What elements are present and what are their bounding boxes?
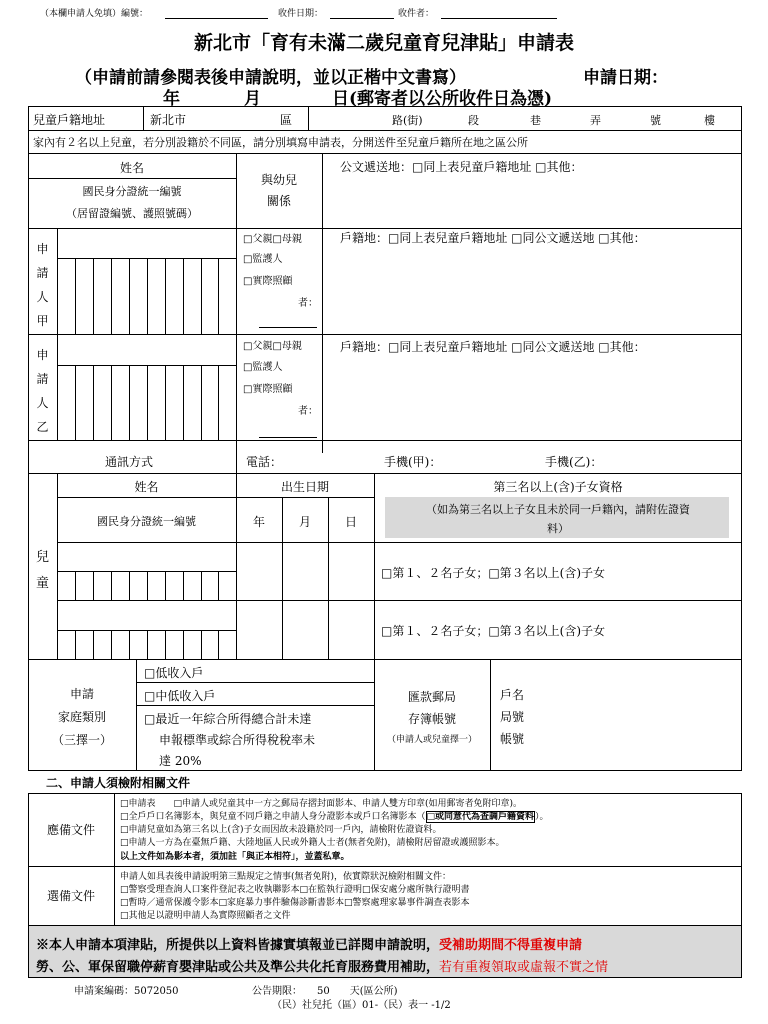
household-a[interactable]: 戶籍地：□同上表兒童戶籍地址 □同公文遞送地 □其他： [340,231,646,245]
account-branch[interactable]: 局號 [500,710,525,724]
b-rel-caregiver-suffix: 者： [298,406,318,417]
receiver-label: 收件者： [398,9,435,19]
b-rel-line[interactable] [259,437,317,438]
mobile-a-field[interactable]: 手機(甲)： [384,455,442,469]
declaration-line-2: 勞、公、軍保留職停薪育嬰津貼或公共及準公共化托育服務費用補助，若有重複領取或虛報不實之情 [36,960,609,975]
notice-period: 公告期限： 50 天(區公所) [252,986,398,997]
declaration-line-1: ※本人申請本項津貼，所提供以上資料皆據實填報並已詳閱申請說明，受補助期間不得重複申請 [36,938,583,953]
third-child-note-1: （如為第三名以上子女且未於同一戶籍內，請附佐證資 [426,503,690,516]
required-doc-2[interactable]: □全戶戶口名簿影本，與兒童不同戶籍之申請人身分證影本或戶口名簿影本（□或同意代為查調戶籍資料）。 [120,812,549,822]
received-date-line[interactable] [330,18,394,19]
family-income-3: 達 20% [159,754,202,768]
applicant-b-label: 申 請 人 乙 [36,348,49,434]
address-district: 區 [280,113,293,127]
required-doc-4[interactable]: □申請人一方為在臺無戶籍、大陸地區人民或外籍人士者(無者免附)，請檢附居留證或護照影本。 [120,838,505,848]
apply-month: 月 [244,89,261,109]
child-year-header: 年 [252,515,265,529]
b-rel-parent[interactable]: □父親□母親 [243,341,302,352]
a-rel-guardian[interactable]: □監護人 [243,254,283,265]
mobile-b-field[interactable]: 手機(乙)： [545,455,603,469]
receiver-line[interactable] [441,18,557,19]
relation-header-2: 關係 [266,194,291,208]
relation-header-1: 與幼兒 [260,173,297,187]
third-child-note-2: 料） [547,522,569,535]
applicant-id-header: 國民身分證統一編號 [82,185,182,198]
a-rel-caregiver[interactable]: □實際照顧 [243,276,293,287]
address-road: 路(街) [392,114,423,127]
third-child-title: 第三名以上(含)子女資格 [493,480,623,494]
account-name[interactable]: 戶名 [500,688,525,702]
family-mid-low-income[interactable]: □中低收入戶 [144,689,216,703]
case-code: 申請案編碼：5072050 [74,986,179,997]
bank-label-3: （申請人或兒童擇一） [386,735,477,745]
bank-label-1: 匯款郵局 [407,690,456,704]
a-rel-caregiver-suffix: 者： [298,298,318,309]
received-date-label: 收件日期： [278,9,324,19]
form-title: 新北市「育有未滿二歲兒童育兒津貼」申請表 [193,32,574,54]
applicant-id-note: （居留證編號、護照號碼） [66,207,198,220]
family-label-3: （三擇一） [51,733,112,747]
optional-doc-3[interactable]: □暫時／通常保護令影本□家庭暴力事件驗傷診斷書影本□警察處理家暴事件調查表影本 [120,898,470,908]
household-b[interactable]: 戶籍地：□同上表兒童戶籍地址 □同公文遞送地 □其他： [340,340,646,354]
family-income-1[interactable]: □最近一年綜合所得總合計未達 [144,712,312,726]
office-note: （本欄申請人免填）編號： [40,9,149,19]
phone-field[interactable]: 電話： [246,455,283,469]
child-label: 兒 童 [35,550,49,591]
required-docs-label: 應備文件 [46,823,95,837]
contact-label: 通訊方式 [105,455,154,469]
a-rel-parent[interactable]: □父親□母親 [243,234,302,245]
optional-doc-2[interactable]: □警察受理查詢人口案件登記表之收執聯影本□在監執行證明□保安處分處所執行證明書 [120,885,470,895]
child-1-order[interactable]: □第１、２名子女；□第３名以上(含)子女 [381,566,606,580]
child-day-header: 日 [344,515,357,529]
child-birth-header: 出生日期 [280,480,329,494]
form-number: （民）社兒托（區）01-（民）表一 -1/2 [272,1000,451,1011]
applicant-a-label: 申 請 人 甲 [36,242,49,328]
address-floor: 樓 [704,114,715,127]
child-name-header: 姓名 [134,480,159,494]
family-label-1: 申請 [69,687,94,701]
required-doc-note: 以上文件如為影本者，須加註「與正本相符」，並蓋私章。 [120,852,350,862]
apply-year: 年 [163,89,180,109]
apply-day-note: 日(郵寄者以公所收件日為憑) [332,89,553,109]
b-rel-caregiver[interactable]: □實際照顧 [243,384,293,395]
mail-address[interactable]: 公文遞送地：□同上表兒童戶籍地址 □其他： [340,160,583,174]
docs-section-title: 二、申請人須檢附相關文件 [46,776,191,790]
apply-date-label: 申請日期： [583,68,668,88]
optional-docs-label: 選備文件 [46,889,95,903]
required-doc-3[interactable]: □申請兒童如為第三名以上(含)子女而因故未設籍於同一戶內，請檢附佐證資料。 [120,825,442,835]
case-number-line[interactable] [165,18,268,19]
address-label: 兒童戶籍地址 [33,113,106,127]
address-number: 號 [650,114,661,127]
address-alley: 弄 [590,114,601,127]
required-doc-1[interactable]: □申請表 □申請人或兒童其中一方之郵局存摺封面影本、申請人雙方印章(如用郵寄者免附印章)。 [120,799,523,809]
form-subtitle: （申請前請參閱表後申請說明，並以正楷中文書寫） [75,68,466,88]
optional-doc-4[interactable]: □其他足以證明申請人為實際照顧者之文件 [120,911,291,921]
family-low-income[interactable]: □低收入戶 [144,666,204,680]
applicant-name-header: 姓名 [119,161,144,175]
child-month-header: 月 [298,515,311,529]
account-number[interactable]: 帳號 [500,732,525,746]
b-rel-guardian[interactable]: □監護人 [243,362,283,373]
a-rel-line[interactable] [259,327,317,328]
address-section: 段 [468,114,479,127]
address-note: 家內有２名以上兒童，若分別設籍於不同區，請分別填寫申請表，分開送件至兒童戶籍所在地之區公所 [33,136,528,149]
family-income-2: 申報標準或綜合所得稅稅率未 [159,733,316,747]
address-lane: 巷 [530,114,541,127]
family-label-2: 家庭類別 [57,710,106,724]
optional-doc-1: 申請人如具表後申請說明第三點規定之情事(無者免附)，依實際狀況檢附相關文件： [120,872,452,882]
child-id-header: 國民身分證統一編號 [97,515,196,528]
bank-label-2: 存簿帳號 [407,712,456,726]
child-2-order[interactable]: □第１、２名子女；□第３名以上(含)子女 [381,624,606,638]
address-city: 新北市 [150,113,187,127]
